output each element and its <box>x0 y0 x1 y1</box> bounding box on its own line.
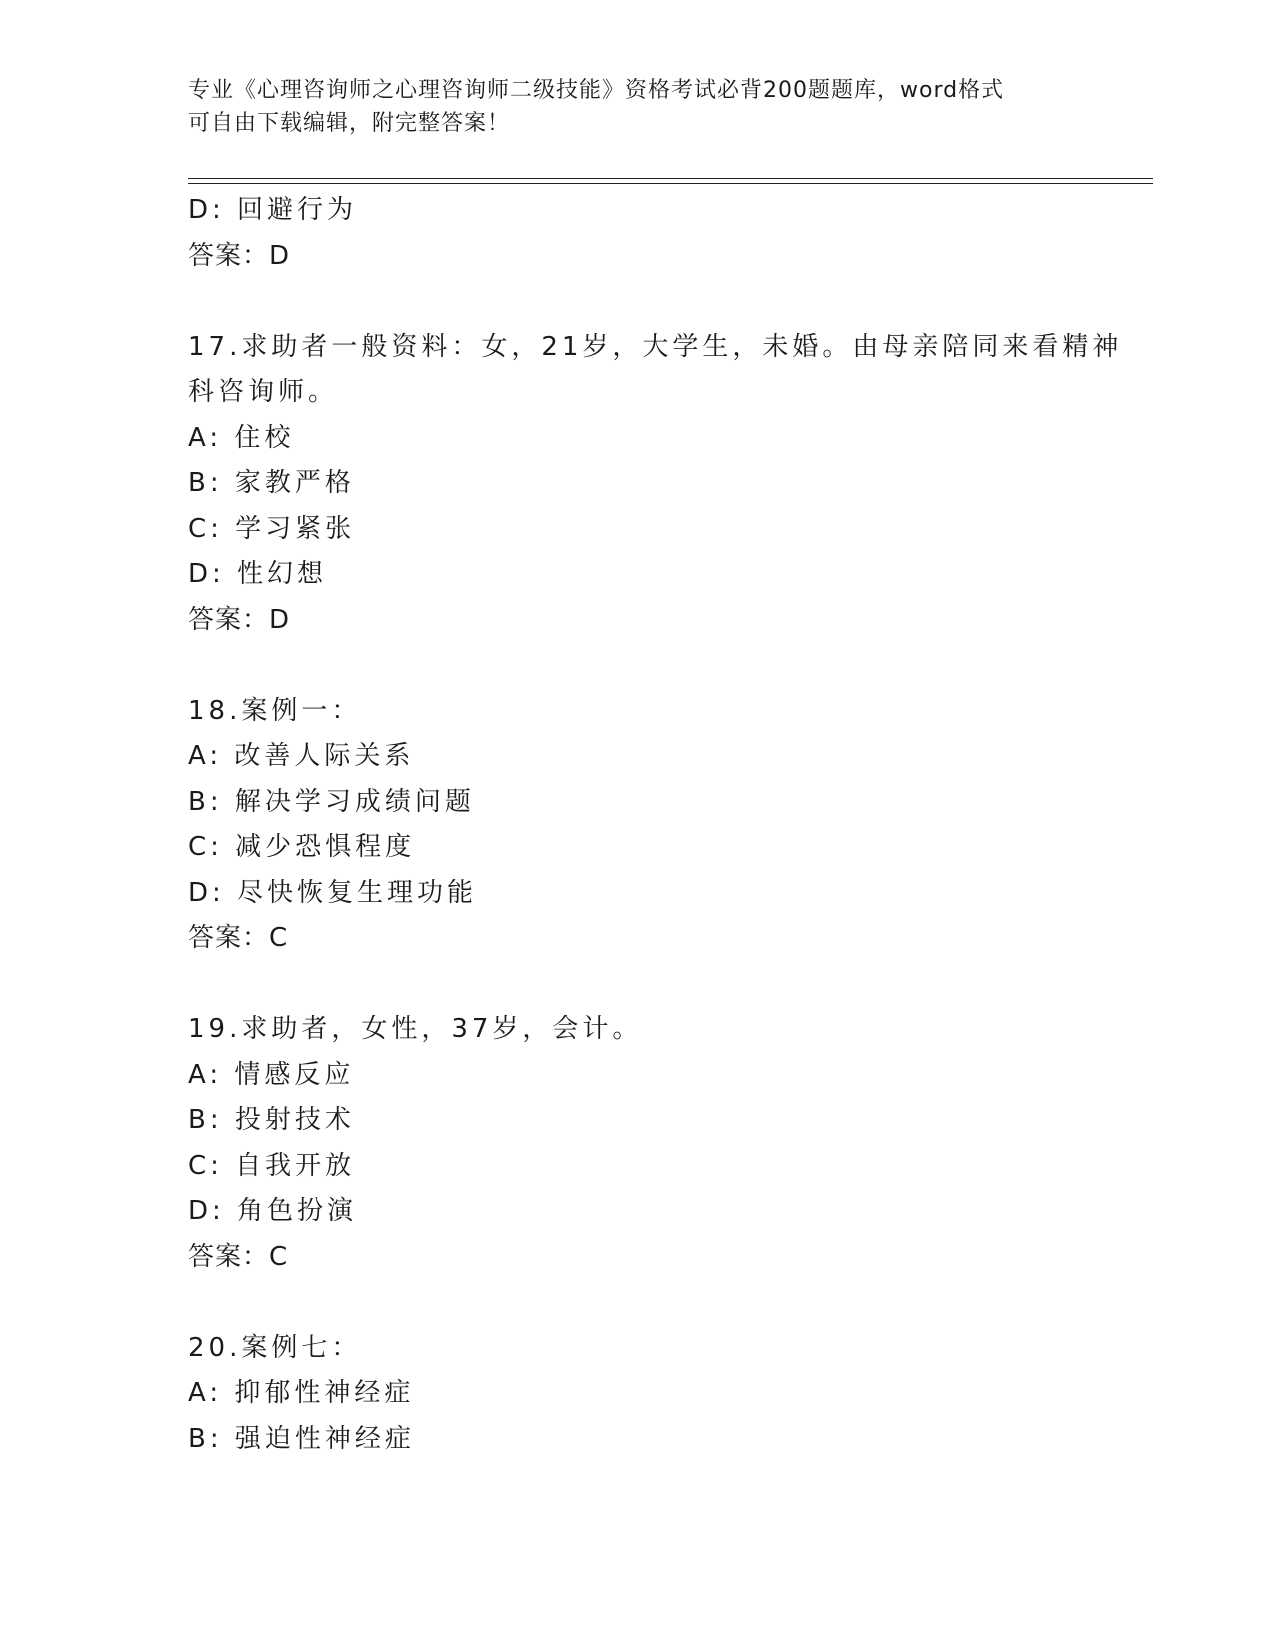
question-17-option-c: C: 学习紧张 <box>188 513 356 544</box>
spacer <box>188 279 1118 325</box>
question-17-answer: 答案：D <box>188 604 291 635</box>
question-17-option-a: A: 住校 <box>188 422 295 453</box>
prev-question-answer: 答案：D <box>188 240 291 271</box>
question-18-option-d: D: 尽快恢复生理功能 <box>188 877 478 908</box>
question-20-stem: 20.案例七： <box>188 1332 362 1363</box>
question-17-option-b: B: 家教严格 <box>188 468 355 498</box>
question-19-stem: 19.求助者，女性，37岁，会计。 <box>188 1014 643 1044</box>
question-20-option-b: B: 强迫性神经症 <box>188 1423 415 1454</box>
question-18-stem: 18.案例一： <box>188 695 362 726</box>
question-20-option-a: A: 抑郁性神经症 <box>188 1378 415 1408</box>
question-18-option-b: B: 解决学习成绩问题 <box>188 786 475 817</box>
prev-question-option-d: D: 回避行为 <box>188 195 358 225</box>
question-18-option-a: A: 改善人际关系 <box>188 741 415 771</box>
header-divider-bottom <box>188 183 1153 184</box>
spacer <box>188 643 1118 689</box>
question-19-answer: 答案：C <box>188 1241 289 1272</box>
question-17-option-d: D: 性幻想 <box>188 559 328 589</box>
question-17 <box>188 325 1123 644</box>
question-19-option-d: D: 角色扮演 <box>188 1196 358 1226</box>
question-20 <box>188 1326 1118 1463</box>
header-title-line-2: 可自由下载编辑，附完整答案！ <box>188 111 511 136</box>
question-17-stem-line-2: 科咨询师。 <box>188 377 339 407</box>
spacer <box>188 962 1118 1008</box>
question-18-option-c: C: 减少恐惧程度 <box>188 832 416 862</box>
question-19-option-c: C: 自我开放 <box>188 1150 356 1181</box>
question-19-option-a: A: 情感反应 <box>188 1059 355 1090</box>
header-title-line-1: 专业《心理咨询师之心理咨询师二级技能》资格考试必背200题题库，word格式 <box>188 78 1005 103</box>
question-18 <box>188 689 1118 962</box>
question-19-option-b: B: 投射技术 <box>188 1105 355 1135</box>
spacer <box>188 1280 1118 1326</box>
header-divider-top <box>188 178 1153 179</box>
document-header <box>188 74 1088 140</box>
question-19 <box>188 1007 1118 1280</box>
question-18-answer: 答案：C <box>188 923 289 953</box>
question-list <box>188 188 1123 1462</box>
question-17-stem-line-1: 17.求助者一般资料：女，21岁，大学生，未婚。由母亲陪同来看精神 <box>188 331 1123 362</box>
